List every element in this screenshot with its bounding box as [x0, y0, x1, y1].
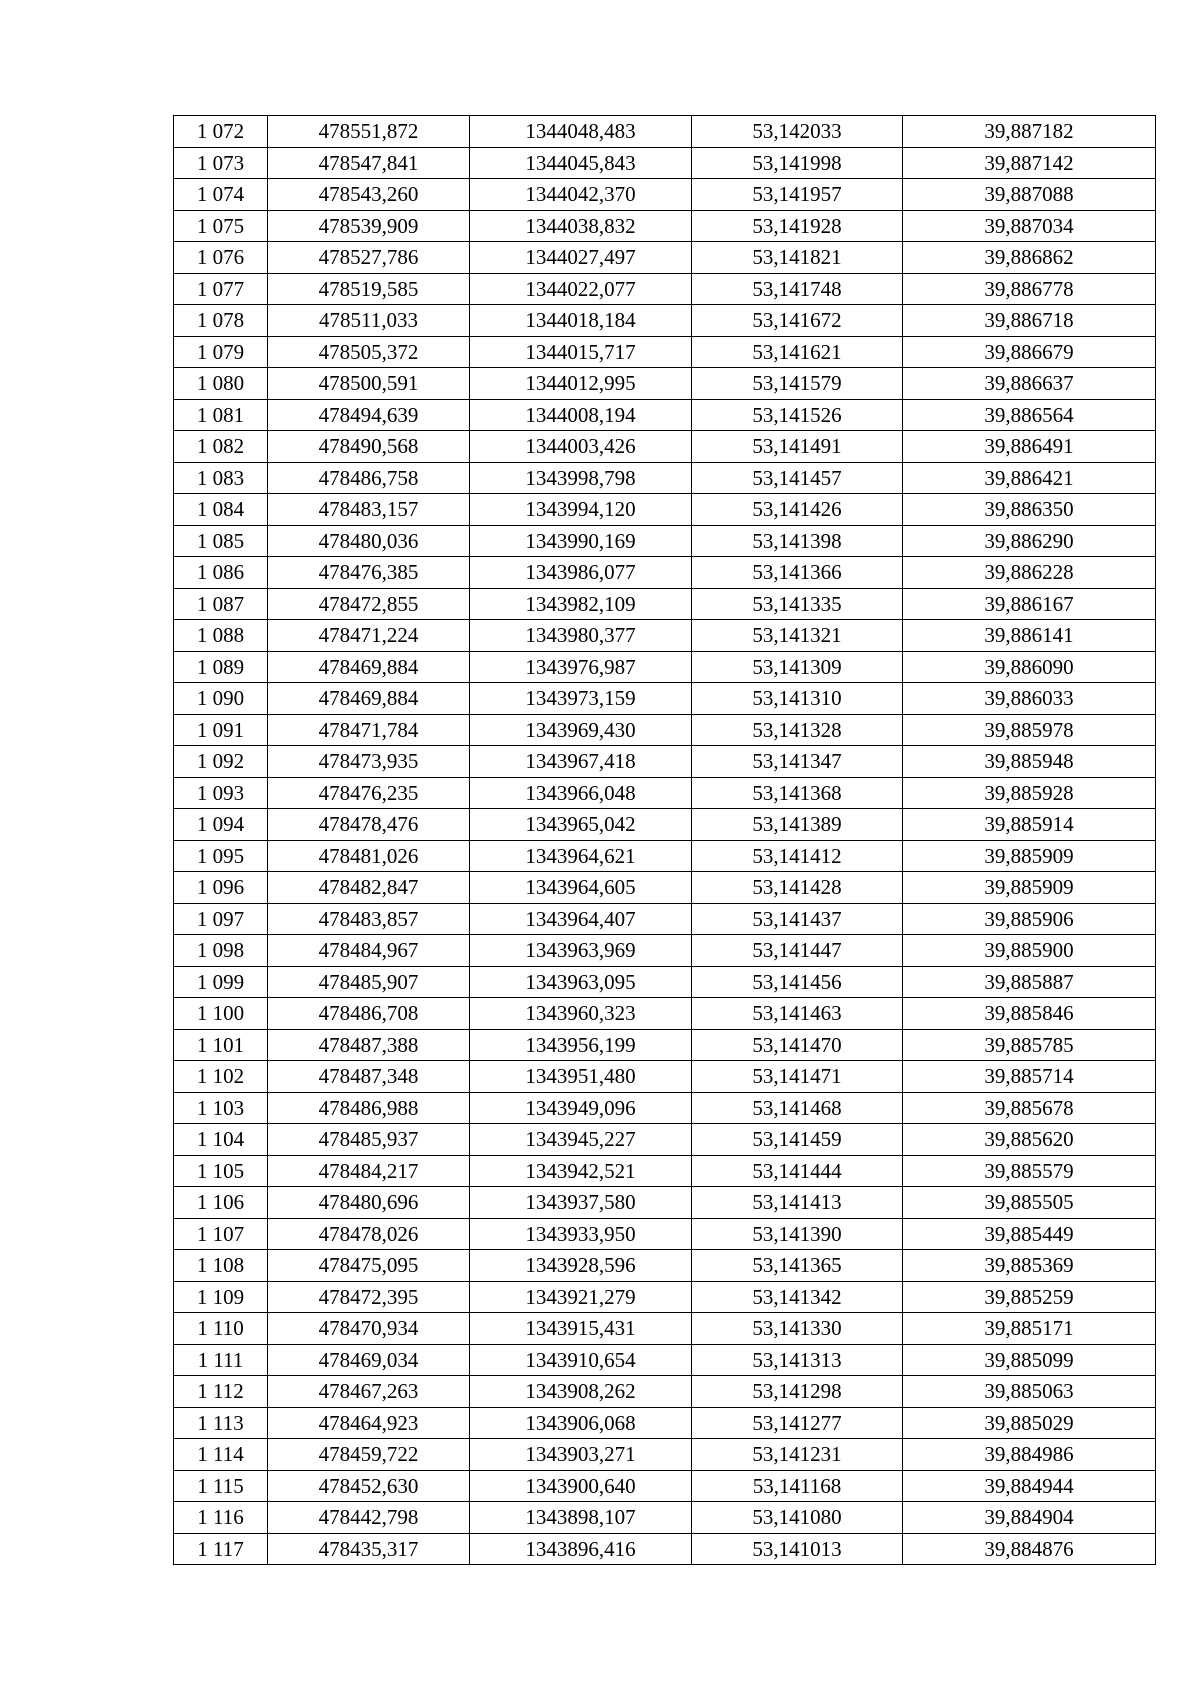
table-row: [174, 210, 1156, 242]
y-coordinate-cell: 1344048,483: [470, 116, 692, 148]
longitude-cell: 39,885369: [903, 1250, 1156, 1282]
longitude-cell: 39,885887: [903, 966, 1156, 998]
x-coordinate-cell: 478511,033: [268, 305, 470, 337]
y-coordinate-cell: 1344003,426: [470, 431, 692, 463]
y-coordinate-cell: 1343906,068: [470, 1407, 692, 1439]
point-number-cell: 1 076: [174, 242, 268, 274]
latitude-cell: 53,141310: [692, 683, 903, 715]
table-row: [174, 1533, 1156, 1565]
point-number-cell: 1 103: [174, 1092, 268, 1124]
latitude-cell: 53,141463: [692, 998, 903, 1030]
y-coordinate-cell: 1344027,497: [470, 242, 692, 274]
point-number-cell: 1 110: [174, 1313, 268, 1345]
y-coordinate-cell: 1343976,987: [470, 651, 692, 683]
y-coordinate-cell: 1343942,521: [470, 1155, 692, 1187]
table-row: [174, 872, 1156, 904]
table-row: [174, 588, 1156, 620]
point-number-cell: 1 108: [174, 1250, 268, 1282]
x-coordinate-cell: 478551,872: [268, 116, 470, 148]
x-coordinate-cell: 478480,696: [268, 1187, 470, 1219]
latitude-cell: 53,141231: [692, 1439, 903, 1471]
table-row: [174, 1092, 1156, 1124]
x-coordinate-cell: 478469,884: [268, 683, 470, 715]
latitude-cell: 53,141444: [692, 1155, 903, 1187]
latitude-cell: 53,141821: [692, 242, 903, 274]
y-coordinate-cell: 1343937,580: [470, 1187, 692, 1219]
x-coordinate-cell: 478481,026: [268, 840, 470, 872]
latitude-cell: 53,141368: [692, 777, 903, 809]
y-coordinate-cell: 1343896,416: [470, 1533, 692, 1565]
x-coordinate-cell: 478543,260: [268, 179, 470, 211]
latitude-cell: 53,141328: [692, 714, 903, 746]
y-coordinate-cell: 1343998,798: [470, 462, 692, 494]
point-number-cell: 1 101: [174, 1029, 268, 1061]
point-number-cell: 1 083: [174, 462, 268, 494]
latitude-cell: 53,141309: [692, 651, 903, 683]
longitude-cell: 39,886033: [903, 683, 1156, 715]
table-row: [174, 683, 1156, 715]
y-coordinate-cell: 1343898,107: [470, 1502, 692, 1534]
x-coordinate-cell: 478483,157: [268, 494, 470, 526]
x-coordinate-cell: 478547,841: [268, 147, 470, 179]
point-number-cell: 1 086: [174, 557, 268, 589]
y-coordinate-cell: 1343949,096: [470, 1092, 692, 1124]
point-number-cell: 1 079: [174, 336, 268, 368]
table-row: [174, 525, 1156, 557]
x-coordinate-cell: 478539,909: [268, 210, 470, 242]
longitude-cell: 39,886862: [903, 242, 1156, 274]
point-number-cell: 1 116: [174, 1502, 268, 1534]
longitude-cell: 39,885029: [903, 1407, 1156, 1439]
latitude-cell: 53,141390: [692, 1218, 903, 1250]
latitude-cell: 53,141491: [692, 431, 903, 463]
point-number-cell: 1 104: [174, 1124, 268, 1156]
longitude-cell: 39,885909: [903, 872, 1156, 904]
x-coordinate-cell: 478464,923: [268, 1407, 470, 1439]
point-number-cell: 1 109: [174, 1281, 268, 1313]
coordinates-table: [173, 115, 1156, 1565]
longitude-cell: 39,884876: [903, 1533, 1156, 1565]
latitude-cell: 53,142033: [692, 116, 903, 148]
longitude-cell: 39,885914: [903, 809, 1156, 841]
y-coordinate-cell: 1344015,717: [470, 336, 692, 368]
y-coordinate-cell: 1343910,654: [470, 1344, 692, 1376]
latitude-cell: 53,141579: [692, 368, 903, 400]
point-number-cell: 1 084: [174, 494, 268, 526]
point-number-cell: 1 095: [174, 840, 268, 872]
table-row: [174, 1439, 1156, 1471]
longitude-cell: 39,886637: [903, 368, 1156, 400]
table-row: [174, 242, 1156, 274]
point-number-cell: 1 077: [174, 273, 268, 305]
x-coordinate-cell: 478527,786: [268, 242, 470, 274]
longitude-cell: 39,885906: [903, 903, 1156, 935]
longitude-cell: 39,886778: [903, 273, 1156, 305]
point-number-cell: 1 080: [174, 368, 268, 400]
y-coordinate-cell: 1343960,323: [470, 998, 692, 1030]
point-number-cell: 1 087: [174, 588, 268, 620]
x-coordinate-cell: 478471,784: [268, 714, 470, 746]
y-coordinate-cell: 1343964,621: [470, 840, 692, 872]
longitude-cell: 39,885171: [903, 1313, 1156, 1345]
x-coordinate-cell: 478469,884: [268, 651, 470, 683]
point-number-cell: 1 097: [174, 903, 268, 935]
point-number-cell: 1 092: [174, 746, 268, 778]
latitude-cell: 53,141366: [692, 557, 903, 589]
latitude-cell: 53,141748: [692, 273, 903, 305]
x-coordinate-cell: 478486,758: [268, 462, 470, 494]
table-row: [174, 305, 1156, 337]
y-coordinate-cell: 1344042,370: [470, 179, 692, 211]
point-number-cell: 1 081: [174, 399, 268, 431]
point-number-cell: 1 106: [174, 1187, 268, 1219]
latitude-cell: 53,141621: [692, 336, 903, 368]
y-coordinate-cell: 1343982,109: [470, 588, 692, 620]
longitude-cell: 39,886290: [903, 525, 1156, 557]
latitude-cell: 53,141447: [692, 935, 903, 967]
point-number-cell: 1 107: [174, 1218, 268, 1250]
latitude-cell: 53,141013: [692, 1533, 903, 1565]
point-number-cell: 1 102: [174, 1061, 268, 1093]
latitude-cell: 53,141347: [692, 746, 903, 778]
longitude-cell: 39,885259: [903, 1281, 1156, 1313]
longitude-cell: 39,886564: [903, 399, 1156, 431]
y-coordinate-cell: 1343900,640: [470, 1470, 692, 1502]
y-coordinate-cell: 1343973,159: [470, 683, 692, 715]
longitude-cell: 39,887142: [903, 147, 1156, 179]
longitude-cell: 39,885099: [903, 1344, 1156, 1376]
latitude-cell: 53,141457: [692, 462, 903, 494]
x-coordinate-cell: 478476,385: [268, 557, 470, 589]
longitude-cell: 39,886718: [903, 305, 1156, 337]
x-coordinate-cell: 478478,476: [268, 809, 470, 841]
x-coordinate-cell: 478472,395: [268, 1281, 470, 1313]
table-row: [174, 368, 1156, 400]
point-number-cell: 1 082: [174, 431, 268, 463]
point-number-cell: 1 075: [174, 210, 268, 242]
point-number-cell: 1 105: [174, 1155, 268, 1187]
latitude-cell: 53,141672: [692, 305, 903, 337]
longitude-cell: 39,886679: [903, 336, 1156, 368]
x-coordinate-cell: 478494,639: [268, 399, 470, 431]
table-row: [174, 1281, 1156, 1313]
point-number-cell: 1 078: [174, 305, 268, 337]
point-number-cell: 1 117: [174, 1533, 268, 1565]
table-row: [174, 1218, 1156, 1250]
table-row: [174, 1187, 1156, 1219]
latitude-cell: 53,141330: [692, 1313, 903, 1345]
x-coordinate-cell: 478473,935: [268, 746, 470, 778]
longitude-cell: 39,885978: [903, 714, 1156, 746]
x-coordinate-cell: 478476,235: [268, 777, 470, 809]
point-number-cell: 1 111: [174, 1344, 268, 1376]
x-coordinate-cell: 478442,798: [268, 1502, 470, 1534]
x-coordinate-cell: 478478,026: [268, 1218, 470, 1250]
longitude-cell: 39,886167: [903, 588, 1156, 620]
longitude-cell: 39,886491: [903, 431, 1156, 463]
x-coordinate-cell: 478519,585: [268, 273, 470, 305]
table-row: [174, 116, 1156, 148]
x-coordinate-cell: 478469,034: [268, 1344, 470, 1376]
y-coordinate-cell: 1343951,480: [470, 1061, 692, 1093]
y-coordinate-cell: 1343965,042: [470, 809, 692, 841]
longitude-cell: 39,886421: [903, 462, 1156, 494]
y-coordinate-cell: 1344038,832: [470, 210, 692, 242]
table-row: [174, 1029, 1156, 1061]
latitude-cell: 53,141928: [692, 210, 903, 242]
y-coordinate-cell: 1343945,227: [470, 1124, 692, 1156]
point-number-cell: 1 088: [174, 620, 268, 652]
longitude-cell: 39,885063: [903, 1376, 1156, 1408]
table-row: [174, 746, 1156, 778]
latitude-cell: 53,141389: [692, 809, 903, 841]
table-row: [174, 998, 1156, 1030]
point-number-cell: 1 098: [174, 935, 268, 967]
x-coordinate-cell: 478471,224: [268, 620, 470, 652]
table-row: [174, 1313, 1156, 1345]
latitude-cell: 53,141398: [692, 525, 903, 557]
point-number-cell: 1 099: [174, 966, 268, 998]
y-coordinate-cell: 1343964,407: [470, 903, 692, 935]
longitude-cell: 39,884904: [903, 1502, 1156, 1534]
longitude-cell: 39,884986: [903, 1439, 1156, 1471]
point-number-cell: 1 096: [174, 872, 268, 904]
point-number-cell: 1 090: [174, 683, 268, 715]
latitude-cell: 53,141168: [692, 1470, 903, 1502]
latitude-cell: 53,141365: [692, 1250, 903, 1282]
latitude-cell: 53,141412: [692, 840, 903, 872]
point-number-cell: 1 073: [174, 147, 268, 179]
latitude-cell: 53,141080: [692, 1502, 903, 1534]
longitude-cell: 39,885928: [903, 777, 1156, 809]
x-coordinate-cell: 478484,217: [268, 1155, 470, 1187]
longitude-cell: 39,885505: [903, 1187, 1156, 1219]
point-number-cell: 1 113: [174, 1407, 268, 1439]
y-coordinate-cell: 1343963,969: [470, 935, 692, 967]
table-row: [174, 1407, 1156, 1439]
x-coordinate-cell: 478467,263: [268, 1376, 470, 1408]
table-row: [174, 1061, 1156, 1093]
point-number-cell: 1 072: [174, 116, 268, 148]
table-row: [174, 1344, 1156, 1376]
table-row: [174, 966, 1156, 998]
x-coordinate-cell: 478487,388: [268, 1029, 470, 1061]
table-row: [174, 399, 1156, 431]
y-coordinate-cell: 1343966,048: [470, 777, 692, 809]
coordinates-table-body: [174, 116, 1156, 1565]
y-coordinate-cell: 1343908,262: [470, 1376, 692, 1408]
y-coordinate-cell: 1344018,184: [470, 305, 692, 337]
longitude-cell: 39,885909: [903, 840, 1156, 872]
x-coordinate-cell: 478459,722: [268, 1439, 470, 1471]
y-coordinate-cell: 1344022,077: [470, 273, 692, 305]
y-coordinate-cell: 1343994,120: [470, 494, 692, 526]
point-number-cell: 1 094: [174, 809, 268, 841]
y-coordinate-cell: 1343903,271: [470, 1439, 692, 1471]
y-coordinate-cell: 1344012,995: [470, 368, 692, 400]
point-number-cell: 1 074: [174, 179, 268, 211]
longitude-cell: 39,885620: [903, 1124, 1156, 1156]
longitude-cell: 39,885678: [903, 1092, 1156, 1124]
latitude-cell: 53,141321: [692, 620, 903, 652]
point-number-cell: 1 091: [174, 714, 268, 746]
table-row: [174, 714, 1156, 746]
latitude-cell: 53,141459: [692, 1124, 903, 1156]
latitude-cell: 53,141277: [692, 1407, 903, 1439]
table-row: [174, 494, 1156, 526]
longitude-cell: 39,885846: [903, 998, 1156, 1030]
point-number-cell: 1 100: [174, 998, 268, 1030]
latitude-cell: 53,141428: [692, 872, 903, 904]
longitude-cell: 39,887182: [903, 116, 1156, 148]
x-coordinate-cell: 478470,934: [268, 1313, 470, 1345]
longitude-cell: 39,886350: [903, 494, 1156, 526]
x-coordinate-cell: 478482,847: [268, 872, 470, 904]
latitude-cell: 53,141456: [692, 966, 903, 998]
x-coordinate-cell: 478484,967: [268, 935, 470, 967]
x-coordinate-cell: 478505,372: [268, 336, 470, 368]
x-coordinate-cell: 478483,857: [268, 903, 470, 935]
y-coordinate-cell: 1343933,950: [470, 1218, 692, 1250]
table-row: [174, 1155, 1156, 1187]
longitude-cell: 39,885449: [903, 1218, 1156, 1250]
table-row: [174, 147, 1156, 179]
table-row: [174, 273, 1156, 305]
longitude-cell: 39,886141: [903, 620, 1156, 652]
x-coordinate-cell: 478435,317: [268, 1533, 470, 1565]
x-coordinate-cell: 478490,568: [268, 431, 470, 463]
longitude-cell: 39,886228: [903, 557, 1156, 589]
y-coordinate-cell: 1343964,605: [470, 872, 692, 904]
table-row: [174, 462, 1156, 494]
longitude-cell: 39,885785: [903, 1029, 1156, 1061]
table-row: [174, 620, 1156, 652]
table-row: [174, 935, 1156, 967]
x-coordinate-cell: 478486,708: [268, 998, 470, 1030]
table-row: [174, 1470, 1156, 1502]
table-row: [174, 1124, 1156, 1156]
y-coordinate-cell: 1344045,843: [470, 147, 692, 179]
latitude-cell: 53,141298: [692, 1376, 903, 1408]
latitude-cell: 53,141426: [692, 494, 903, 526]
latitude-cell: 53,141468: [692, 1092, 903, 1124]
table-row: [174, 903, 1156, 935]
table-row: [174, 431, 1156, 463]
point-number-cell: 1 093: [174, 777, 268, 809]
y-coordinate-cell: 1343986,077: [470, 557, 692, 589]
latitude-cell: 53,141998: [692, 147, 903, 179]
longitude-cell: 39,886090: [903, 651, 1156, 683]
point-number-cell: 1 114: [174, 1439, 268, 1471]
x-coordinate-cell: 478500,591: [268, 368, 470, 400]
latitude-cell: 53,141957: [692, 179, 903, 211]
table-row: [174, 557, 1156, 589]
table-row: [174, 777, 1156, 809]
longitude-cell: 39,887034: [903, 210, 1156, 242]
y-coordinate-cell: 1343967,418: [470, 746, 692, 778]
table-row: [174, 651, 1156, 683]
latitude-cell: 53,141313: [692, 1344, 903, 1376]
latitude-cell: 53,141413: [692, 1187, 903, 1219]
longitude-cell: 39,887088: [903, 179, 1156, 211]
y-coordinate-cell: 1343956,199: [470, 1029, 692, 1061]
point-number-cell: 1 089: [174, 651, 268, 683]
latitude-cell: 53,141526: [692, 399, 903, 431]
latitude-cell: 53,141471: [692, 1061, 903, 1093]
y-coordinate-cell: 1343969,430: [470, 714, 692, 746]
table-row: [174, 1376, 1156, 1408]
table-row: [174, 840, 1156, 872]
point-number-cell: 1 115: [174, 1470, 268, 1502]
x-coordinate-cell: 478480,036: [268, 525, 470, 557]
y-coordinate-cell: 1343928,596: [470, 1250, 692, 1282]
table-row: [174, 1502, 1156, 1534]
latitude-cell: 53,141342: [692, 1281, 903, 1313]
latitude-cell: 53,141437: [692, 903, 903, 935]
table-row: [174, 1250, 1156, 1282]
x-coordinate-cell: 478472,855: [268, 588, 470, 620]
y-coordinate-cell: 1343921,279: [470, 1281, 692, 1313]
longitude-cell: 39,885900: [903, 935, 1156, 967]
longitude-cell: 39,885948: [903, 746, 1156, 778]
table-row: [174, 809, 1156, 841]
table-row: [174, 179, 1156, 211]
longitude-cell: 39,885714: [903, 1061, 1156, 1093]
x-coordinate-cell: 478475,095: [268, 1250, 470, 1282]
x-coordinate-cell: 478452,630: [268, 1470, 470, 1502]
y-coordinate-cell: 1344008,194: [470, 399, 692, 431]
longitude-cell: 39,884944: [903, 1470, 1156, 1502]
x-coordinate-cell: 478485,907: [268, 966, 470, 998]
x-coordinate-cell: 478485,937: [268, 1124, 470, 1156]
point-number-cell: 1 085: [174, 525, 268, 557]
x-coordinate-cell: 478487,348: [268, 1061, 470, 1093]
y-coordinate-cell: 1343980,377: [470, 620, 692, 652]
longitude-cell: 39,885579: [903, 1155, 1156, 1187]
point-number-cell: 1 112: [174, 1376, 268, 1408]
latitude-cell: 53,141470: [692, 1029, 903, 1061]
table-row: [174, 336, 1156, 368]
y-coordinate-cell: 1343990,169: [470, 525, 692, 557]
y-coordinate-cell: 1343915,431: [470, 1313, 692, 1345]
latitude-cell: 53,141335: [692, 588, 903, 620]
x-coordinate-cell: 478486,988: [268, 1092, 470, 1124]
y-coordinate-cell: 1343963,095: [470, 966, 692, 998]
